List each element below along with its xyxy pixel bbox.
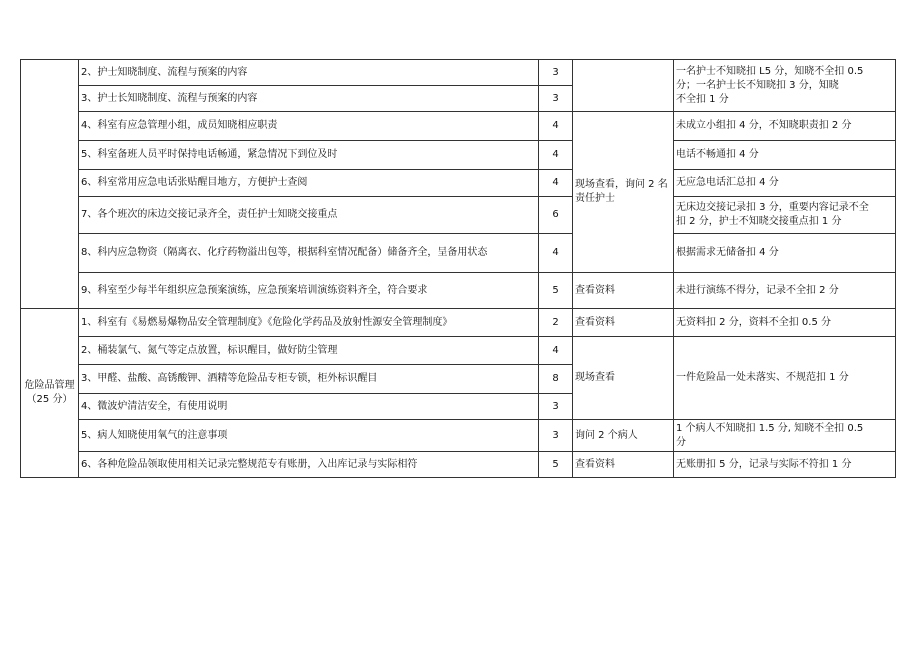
score-cell: 4 — [539, 141, 573, 170]
method-cell — [573, 60, 674, 112]
rule-line: 扣 2 分，护士不知晓交接重点扣 1 分 — [676, 216, 842, 227]
method-cell: 查看资料 — [573, 309, 674, 337]
rule-line: 分；一名护士长不知晓扣 3 分，知晓 — [676, 79, 839, 91]
method-line: 现场查看，询问 2 名 — [575, 179, 668, 190]
method-cell: 询问 2 个病人 — [573, 420, 674, 452]
rule-cell — [674, 420, 896, 452]
rule-cell: 电话不畅通扣 4 分 — [674, 141, 896, 170]
inspection-table — [20, 59, 896, 478]
item-cell: 3、护士长知晓制度、流程与预案的内容 — [79, 86, 539, 112]
score-cell: 6 — [539, 197, 573, 234]
item-cell: 8、科内应急物资（隔离衣、化疗药物溢出包等，根据科室情况配备）储备齐全，呈备用状态 — [79, 234, 539, 273]
rule-cell — [674, 197, 896, 234]
item-cell: 3、甲醛、盐酸、高锈酸钾、酒精等危险品专柜专锁，柜外标识醒目 — [79, 365, 539, 394]
item-cell: 5、科室备班人员平时保持电话畅通，紧急情况下到位及时 — [79, 141, 539, 170]
score-cell: 4 — [539, 234, 573, 273]
item-cell: 4、微波炉清洁安全，有使用说明 — [79, 394, 539, 420]
score-cell: 2 — [539, 309, 573, 337]
method-cell: 现场查看 — [573, 337, 674, 420]
score-cell: 4 — [539, 112, 573, 141]
method-cell — [573, 112, 674, 273]
score-cell: 4 — [539, 170, 573, 197]
item-cell: 5、病人知晓使用氧气的注意事项 — [79, 420, 539, 452]
rule-cell: 根据需求无储备扣 4 分 — [674, 234, 896, 273]
item-cell: 6、各种危险品领取使用相关记录完整规范专有账册，入出库记录与实际相符 — [79, 452, 539, 478]
score-cell: 3 — [539, 420, 573, 452]
rule-cell: 无应急电话汇总扣 4 分 — [674, 170, 896, 197]
score-cell: 5 — [539, 273, 573, 309]
rule-line: 无床边交接记录扣 3 分，重要内容记录不全 — [676, 202, 869, 213]
item-cell: 7、各个班次的床边交接记录齐全，责任护士知晓交接重点 — [79, 197, 539, 234]
score-cell: 3 — [539, 394, 573, 420]
score-cell: 3 — [539, 86, 573, 112]
category-title: 危险品管理 — [24, 380, 75, 391]
rule-cell — [674, 60, 896, 112]
item-cell: 2、护士知晓制度、流程与预案的内容 — [79, 60, 539, 86]
rule-cell: 一件危险品一处未落实、不规范扣 1 分 — [674, 337, 896, 420]
category-cell — [21, 309, 79, 478]
item-cell: 4、科室有应急管理小组，成员知晓相应职责 — [79, 112, 539, 141]
score-cell: 8 — [539, 365, 573, 394]
score-cell: 5 — [539, 452, 573, 478]
score-cell: 4 — [539, 337, 573, 365]
method-line: 责任护士 — [575, 193, 615, 204]
rule-cell: 无资料扣 2 分，资料不全扣 0.5 分 — [674, 309, 896, 337]
item-cell: 6、科室常用应急电话张贴醒目地方，方便护士查阅 — [79, 170, 539, 197]
item-cell: 2、桶装氯气、氮气等定点放置，标识醒目，做好防尘管理 — [79, 337, 539, 365]
rule-cell: 无账册扣 5 分，记录与实际不符扣 1 分 — [674, 452, 896, 478]
rule-line: 1 个病人不知晓扣 1.5 分, 知晓不全扣 0.5 — [676, 422, 864, 434]
rule-line: 一名护士不知晓扣 L5 分，知晓不全扣 0.5 — [676, 65, 864, 77]
method-cell: 查看资料 — [573, 452, 674, 478]
rule-cell: 未成立小组扣 4 分，不知晓职责扣 2 分 — [674, 112, 896, 141]
rule-cell: 未进行演练不得分，记录不全扣 2 分 — [674, 273, 896, 309]
rule-line: 不全扣 1 分 — [676, 93, 729, 105]
category-points: （25 分） — [26, 394, 73, 405]
score-cell: 3 — [539, 60, 573, 86]
item-cell: 1、科室有《易燃易爆物品安全管理制度》《危险化学药品及放射性源安全管理制度》 — [79, 309, 539, 337]
item-cell: 9、科室至少每半年组织应急预案演练，应急预案培训演练资料齐全，符合要求 — [79, 273, 539, 309]
rule-line: 分 — [676, 436, 686, 448]
category-cell — [21, 60, 79, 309]
method-cell: 查看资料 — [573, 273, 674, 309]
